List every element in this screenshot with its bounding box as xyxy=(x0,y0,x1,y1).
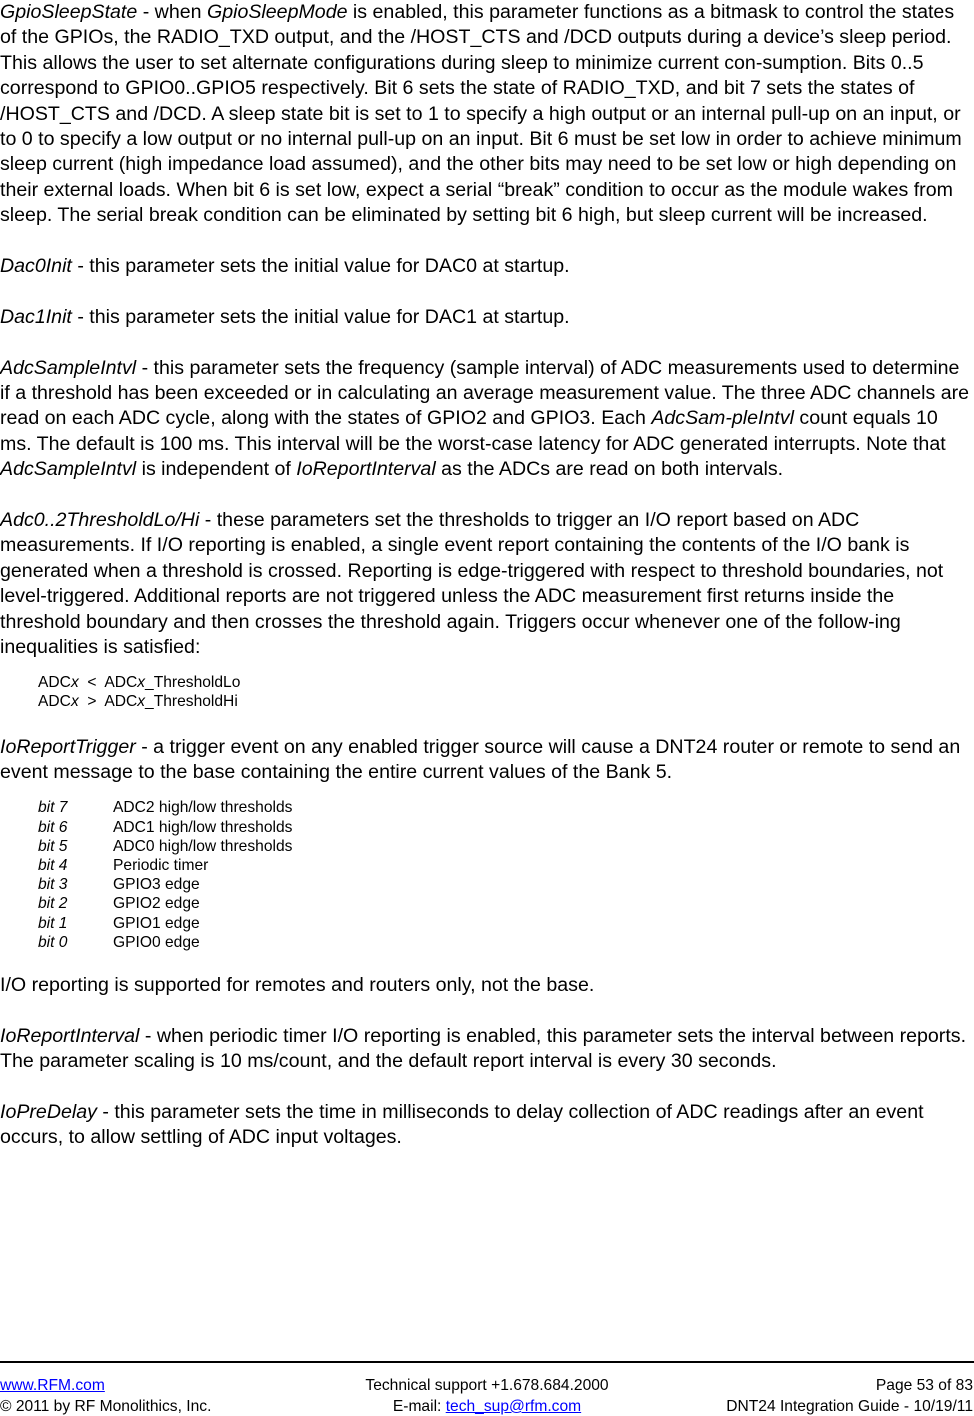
para-text: as the ADCs are read on both intervals. xyxy=(435,458,784,481)
ineq-var: x xyxy=(70,693,79,710)
ineq-operator: < xyxy=(78,673,105,691)
para-io-report-trigger xyxy=(0,735,972,786)
inequality-lo xyxy=(38,673,972,693)
bit-label: bit 4 xyxy=(38,856,68,874)
para-io-reporting-note xyxy=(0,973,972,998)
bit-label: bit 3 xyxy=(38,876,68,894)
bit-row xyxy=(38,875,972,894)
term-gpio-sleep-state: GpioSleepState xyxy=(0,1,138,23)
bit-row xyxy=(38,818,972,837)
para-text: is enabled, this parameter functions as a bitmask to control the states of the GPIOs, the RADIO_TXD output, and the /HOST_CTS and /DCD outputs during a device’s sleep period. This allows the user to set alternate configurations during sleep to minimize current con-sumption. Bits 0..5 correspond to GPIO0..GPIO5 respectively. Bit 6 sets the state of RADIO_TXD, and bit 7 sets the states of /HOST_CTS and /DCD. A sleep state bit is set to 1 to specify a high output or an internal pull-up on an input, or to 0 to specify a low output or no internal pull-up on an input. Bit 6 must be set low in order to achieve minimum sleep current (high impedance load assumed), and the other bits may need to be set low or high depending on their external loads. When bit 6 is set low, expect a serial “break” condition to occur as the module wakes from sleep. The serial break condition can be eliminated by setting bit 6 high, but sleep current will be increased. xyxy=(0,1,962,227)
ineq-text: _ThresholdLo xyxy=(145,673,241,691)
ineq-text: _ThresholdHi xyxy=(145,693,238,710)
footer-divider xyxy=(0,1361,974,1363)
ineq-text: ADC xyxy=(38,693,71,710)
bit-row xyxy=(38,798,972,817)
term-gpio-sleep-mode: GpioSleepMode xyxy=(206,1,348,23)
bit-desc: Periodic timer xyxy=(113,856,209,874)
ineq-var: x xyxy=(70,673,79,691)
bit-row xyxy=(38,856,972,875)
bit-label: bit 2 xyxy=(38,895,68,913)
ineq-text: ADC xyxy=(104,693,138,710)
para-text: - a trigger event on any enabled trigger source will cause a DNT24 router or remote to send an event message to the base containing the entire current values of the Bank 5. xyxy=(0,735,961,783)
bit-desc: GPIO3 edge xyxy=(113,876,200,894)
bit-label: bit 1 xyxy=(38,914,68,932)
bit-label: bit 7 xyxy=(38,799,68,817)
copyright: © 2011 by RF Monolithics, Inc. xyxy=(0,1398,212,1415)
support-phone: Technical support +1.678.684.2000 xyxy=(365,1377,609,1394)
para-text: is independent of xyxy=(136,458,297,481)
para-text: - this parameter sets the initial value for DAC1 at startup. xyxy=(71,305,570,328)
bit-label: bit 0 xyxy=(38,933,68,951)
bit-desc: GPIO0 edge xyxy=(113,933,200,951)
bit-label: bit 6 xyxy=(38,818,68,836)
para-text: count equals 10 ms. The default is 100 ms. This interval will be the worst-case latency for ADC generated interrupts. Note that xyxy=(0,407,946,455)
inequality-list xyxy=(0,673,972,712)
para-dac1-init xyxy=(0,305,972,330)
ineq-text: ADC xyxy=(38,673,71,691)
ineq-operator: > xyxy=(78,693,105,710)
para-dac0-init xyxy=(0,254,972,279)
bit-row xyxy=(38,894,972,913)
term-io-report-interval: IoReportInterval xyxy=(0,1024,140,1047)
para-gpio-sleep-state xyxy=(0,0,972,229)
ineq-text: ADC xyxy=(104,673,138,691)
para-io-pre-delay xyxy=(0,1100,972,1151)
ineq-var: x xyxy=(137,673,146,691)
bit-desc: GPIO1 edge xyxy=(113,914,200,932)
page-number: Page 53 of 83 xyxy=(875,1377,973,1394)
term-adc-sample-intvl: AdcSampleIntvl xyxy=(0,356,137,379)
term-adc-threshold: Adc0..2ThresholdLo/Hi xyxy=(0,509,200,532)
para-text: I/O reporting is supported for remotes and routers only, not the base. xyxy=(0,973,595,996)
bit-desc: ADC2 high/low thresholds xyxy=(113,799,293,817)
inequality-hi xyxy=(38,692,972,712)
guide-title: DNT24 Integration Guide - 10/19/11 xyxy=(726,1398,973,1415)
email-label: E-mail: xyxy=(392,1398,446,1415)
bit-label: bit 5 xyxy=(38,837,68,855)
term-io-pre-delay: IoPreDelay xyxy=(0,1100,97,1123)
para-text: - these parameters set the thresholds to trigger an I/O report based on ADC measurements. If I/O reporting is enabled, a single event report containing the contents of the I/O bank is generated when a threshold is crossed. Reporting is edge-triggered with respect to threshold boundaries, not level-triggered. Additional reports are not triggered unless the ADC measurement first returns inside the threshold boundary and then crosses the threshold again. Triggers occur whenever one of the follow-ing inequalities is satisfied: xyxy=(0,509,944,659)
para-text: - this parameter sets the time in milliseconds to delay collection of ADC readings after an event occurs, to allow settling of ADC input voltages. xyxy=(0,1100,924,1149)
para-adc-threshold xyxy=(0,508,972,660)
term-dac1-init: Dac1Init xyxy=(0,305,72,328)
bit-desc: ADC0 high/low thresholds xyxy=(113,837,293,855)
term-adc-sample-intvl-3: AdcSampleIntvl xyxy=(0,458,137,481)
term-dac0-init: Dac0Init xyxy=(0,255,72,278)
bit-desc: ADC1 high/low thresholds xyxy=(113,818,293,836)
para-text: - when periodic timer I/O reporting is enabled, this parameter sets the interval between reports. The parameter scaling is 10 ms/count, and the default report interval is every 30 seconds. xyxy=(0,1024,967,1073)
para-text: - this parameter sets the frequency (sample interval) of ADC measurements used to determine if a threshold has been exceeded or in calculating an average measurement value. The three ADC channels are read on each ADC cycle, along with the states of GPIO2 and GPIO3. Each xyxy=(0,356,970,430)
para-text: - this parameter sets the initial value for DAC0 at startup. xyxy=(71,255,570,278)
para-io-report-interval xyxy=(0,1024,972,1075)
bit-row xyxy=(38,914,972,933)
trigger-bit-list xyxy=(38,798,972,952)
ineq-var: x xyxy=(137,693,146,710)
term-io-report-interval-ref: IoReportInterval xyxy=(296,458,436,481)
bit-desc: GPIO2 edge xyxy=(113,895,200,913)
para-text: - when xyxy=(137,1,207,23)
bit-row xyxy=(38,933,972,952)
term-adc-sample-intvl-2: AdcSam-pleIntvl xyxy=(651,407,794,430)
term-io-report-trigger: IoReportTrigger xyxy=(0,735,136,758)
para-adc-sample-intvl xyxy=(0,356,972,483)
email-link[interactable]: tech_sup@rfm.com xyxy=(445,1398,582,1415)
website-link[interactable]: www.RFM.com xyxy=(0,1377,105,1394)
bit-row xyxy=(38,837,972,856)
